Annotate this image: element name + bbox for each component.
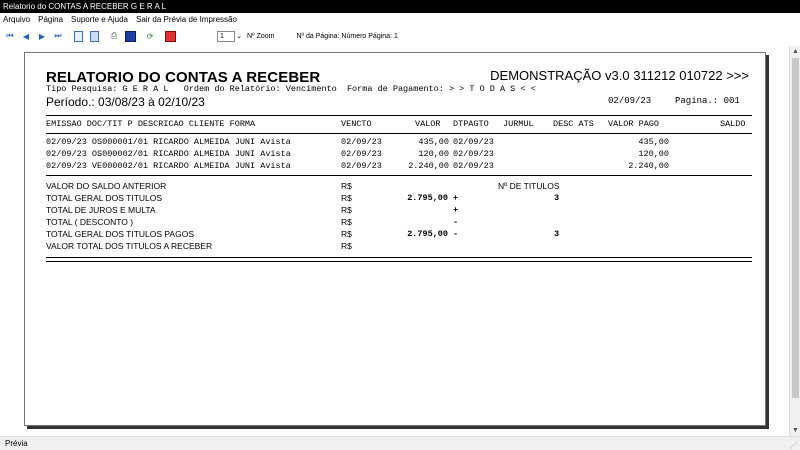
print-icon[interactable]: ⎙ (110, 31, 118, 40)
summary-currency: R$ (341, 241, 352, 251)
close-icon[interactable] (163, 29, 177, 43)
summary-label: TOTAL GERAL DOS TITULOS (46, 193, 163, 203)
row-vencto: 02/09/23 (341, 161, 382, 171)
last-page-icon[interactable]: ⏭ (54, 31, 62, 40)
column-header-dtpagto: DTPAGTO (453, 119, 489, 129)
menu-arquivo[interactable]: Arquivo (3, 15, 31, 24)
resize-grip-icon[interactable]: ⋰ (790, 443, 797, 450)
menu-bar (0, 13, 800, 26)
report-version: DEMONSTRAÇÃO v3.0 311212 010722 >>> (490, 68, 749, 83)
zoom-value: 1 (220, 32, 224, 40)
summary-count: 3 (554, 193, 560, 203)
report-title: RELATORIO DO CONTAS A RECEBER (46, 69, 321, 86)
report-subtitle: Tipo Pesquisa: G E R A L Ordem do Relatório: Vencimento Forma de Pagamento: > > T O D A S < < (46, 84, 536, 94)
column-header-vencto: VENCTO (341, 119, 372, 129)
row-vencto: 02/09/23 (341, 137, 382, 147)
summary-line (46, 181, 746, 193)
export-icon[interactable]: ⟳ (146, 31, 154, 41)
summary-line (46, 205, 746, 217)
columns-divider (46, 133, 752, 134)
report-period: Período.: 03/08/23 à 02/10/23 (46, 95, 205, 109)
row-main: 02/09/23 VE000002/01 RICARDO ALMEIDA JUNI Avista (46, 161, 291, 171)
table-row (25, 149, 767, 160)
summary-sign: + (453, 193, 459, 203)
count-header: Nº DE TITULOS (498, 181, 560, 191)
row-dtpagto: 02/09/23 (453, 149, 494, 159)
table-row (25, 137, 767, 148)
summary-currency: R$ (341, 193, 352, 203)
summary-line (46, 241, 746, 253)
summary-label: VALOR DO SALDO ANTERIOR (46, 181, 167, 191)
summary-label: TOTAL ( DESCONTO ) (46, 217, 134, 227)
row-dtpagto: 02/09/23 (453, 137, 494, 147)
row-valor-pago: 120,00 (638, 149, 669, 159)
summary-currency: R$ (341, 181, 352, 191)
next-page-icon[interactable]: ▶ (38, 31, 46, 41)
chevron-down-icon: ⌄ (236, 32, 242, 40)
scroll-thumb[interactable] (792, 58, 799, 398)
row-main: 02/09/23 OS000002/01 RICARDO ALMEIDA JUNI Avista (46, 149, 291, 159)
row-main: 02/09/23 OS000001/01 RICARDO ALMEIDA JUNI Avista (46, 137, 291, 147)
summary-count: 3 (554, 229, 560, 239)
summary-currency: R$ (341, 229, 352, 239)
summary-currency: R$ (341, 205, 352, 215)
summary-divider-bottom (46, 261, 752, 262)
summary-line (46, 217, 746, 229)
column-header-desc-ats: DESC ATS (553, 119, 594, 129)
summary-label: TOTAL DE JUROS E MULTA (46, 205, 156, 215)
preview-viewport[interactable] (0, 46, 800, 436)
status-bar (0, 436, 800, 450)
scroll-up-icon[interactable]: ▲ (792, 48, 799, 55)
rows-divider (46, 175, 752, 176)
multi-page-icon[interactable] (87, 29, 101, 43)
summary-value: 2.795,00 (407, 193, 448, 203)
summary-sign: + (453, 205, 459, 215)
column-header-valor-pago: VALOR PAGO (608, 119, 660, 129)
menu-sair-previa[interactable]: Sair da Prévia de Impressão (135, 15, 237, 24)
summary-label: TOTAL GERAL DOS TITULOS PAGOS (46, 229, 194, 239)
summary-divider-top (46, 257, 752, 258)
page-number-label: Nº da Página: Número Página: 1 (296, 32, 398, 40)
summary-line (46, 229, 746, 241)
toolbar (0, 27, 800, 45)
menu-pagina[interactable]: Página (38, 15, 64, 24)
column-header-jurmul: JURMUL (503, 119, 534, 129)
row-valor: 2.240,00 (408, 161, 449, 171)
summary-sign: - (453, 217, 459, 227)
report-page-number: Pagina.: 001 (675, 96, 740, 106)
report-page (24, 52, 766, 426)
row-valor: 435,00 (418, 137, 449, 147)
report-date: 02/09/23 (608, 96, 652, 106)
summary-line (46, 193, 746, 205)
summary-sign: - (453, 229, 459, 239)
summary-label: VALOR TOTAL DOS TITULOS A RECEBER (46, 241, 213, 251)
zoom-select[interactable] (217, 31, 242, 42)
row-valor-pago: 435,00 (638, 137, 669, 147)
window-title: Relatorio do CONTAS A RECEBER G E R A L (0, 0, 800, 13)
menu-suporte[interactable]: Suporte e Ajuda (71, 15, 128, 24)
column-header-saldo: SALDO (720, 119, 746, 129)
first-page-icon[interactable]: ⏮ (6, 31, 14, 40)
summary-currency: R$ (341, 217, 352, 227)
row-valor-pago: 2.240,00 (628, 161, 669, 171)
row-dtpagto: 02/09/23 (453, 161, 494, 171)
status-text: Prévia (5, 439, 28, 448)
single-page-icon[interactable] (71, 29, 85, 43)
summary-value: 2.795,00 (407, 229, 448, 239)
scroll-down-icon[interactable]: ▼ (792, 427, 799, 434)
zoom-label: Nº Zoom (247, 32, 275, 40)
table-row (25, 161, 767, 172)
vertical-scrollbar[interactable] (789, 46, 800, 436)
row-vencto: 02/09/23 (341, 149, 382, 159)
save-icon[interactable] (123, 29, 137, 43)
header-divider (46, 115, 752, 116)
column-header-main: EMISSAO DOC/TIT P DESCRICAO CLIENTE FORMA (46, 119, 256, 129)
row-valor: 120,00 (418, 149, 449, 159)
previous-page-icon[interactable]: ◀ (22, 31, 30, 41)
column-header-valor: VALOR (415, 119, 441, 129)
